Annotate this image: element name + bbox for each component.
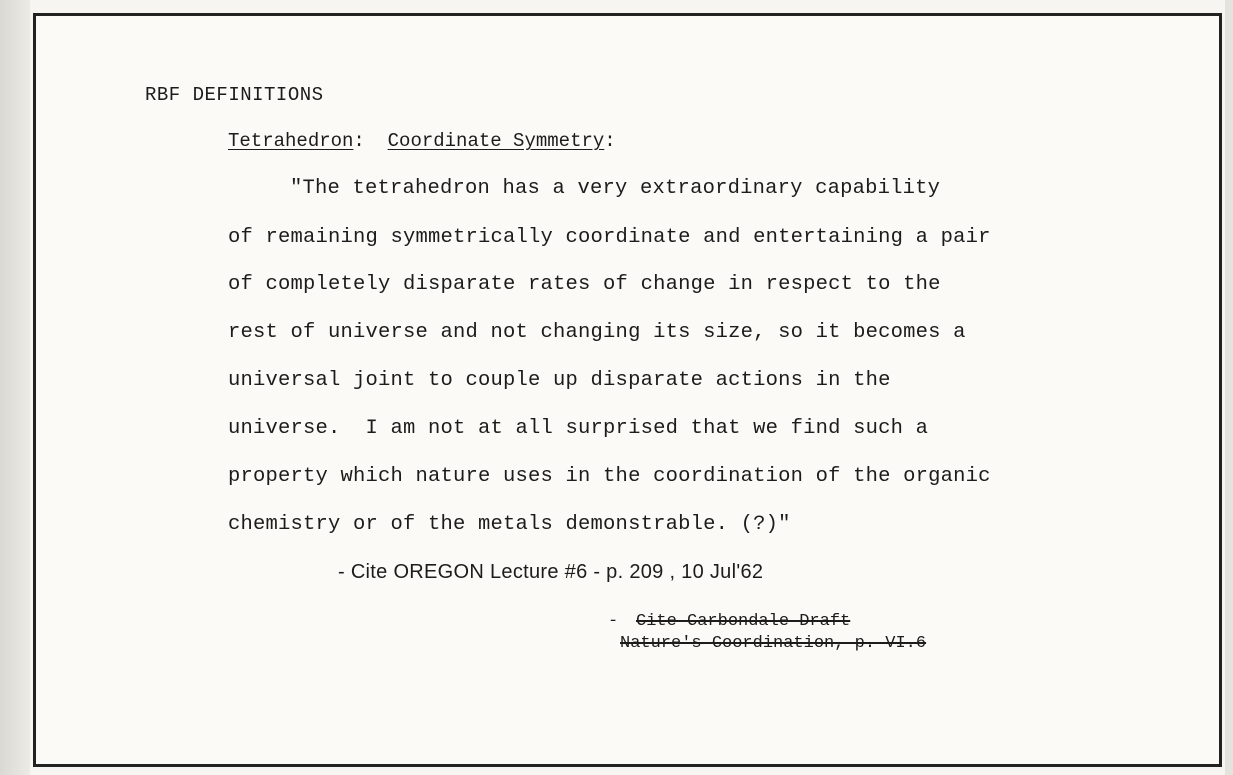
- term-label: Tetrahedron: [228, 130, 354, 152]
- citation: - Cite OREGON Lecture #6 - p. 209 , 10 Jul'62: [338, 561, 764, 583]
- term-separator: :: [353, 130, 365, 152]
- quote-line-4: rest of universe and not changing its size, so it becomes a: [228, 321, 966, 344]
- document-heading: RBF DEFINITIONS: [145, 84, 324, 106]
- struck-citation-line-2: Nature's Coordination, p. VI.6: [620, 634, 927, 653]
- subterm-label: Coordinate Symmetry: [387, 130, 605, 152]
- quote-line-8: chemistry or of the metals demonstrable. (?)": [228, 513, 791, 536]
- subterm-separator: :: [604, 130, 616, 152]
- definition-title: [228, 130, 616, 152]
- struck-citation-line-1: Cite Carbondale Draft: [636, 612, 851, 631]
- quote-line-3: of completely disparate rates of change in respect to the: [228, 273, 941, 296]
- quote-line-5: universal joint to couple up disparate actions in the: [228, 369, 891, 392]
- quote-line-6: universe. I am not at all surprised that we find such a: [228, 417, 929, 440]
- scan-right-margin: [1225, 0, 1233, 775]
- quote-line-2: of remaining symmetrically coordinate and entertaining a pair: [228, 226, 991, 249]
- quote-line-7: property which nature uses in the coordination of the organic: [228, 465, 991, 488]
- struck-citation-dash: -: [608, 612, 619, 631]
- scan-left-margin: [0, 0, 30, 775]
- quote-line-1: "The tetrahedron has a very extraordinary capability: [290, 177, 941, 200]
